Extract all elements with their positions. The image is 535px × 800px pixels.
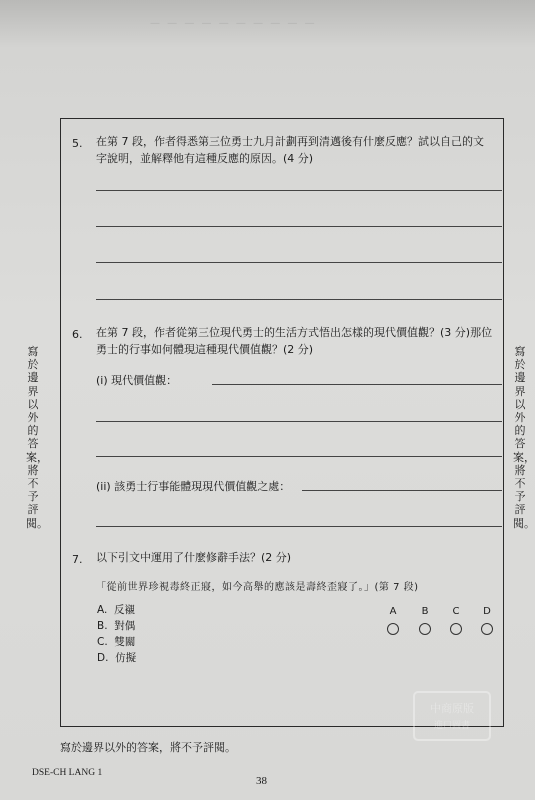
- q7-quote: 「從前世界珍視毒終正寢，如今高舉的應該是壽終歪寢了。」(第 7 段): [96, 582, 419, 593]
- option-letter: C.: [97, 636, 108, 648]
- option-text: 雙關: [114, 636, 136, 648]
- q6-number: 6.: [72, 328, 83, 341]
- answer-bubble-b[interactable]: [419, 623, 431, 635]
- answer-bubble-d[interactable]: [481, 623, 493, 635]
- q6-part-ii-answer-line[interactable]: [302, 490, 502, 491]
- option-letter: D.: [97, 652, 109, 664]
- q7-option-a: [97, 602, 135, 617]
- choice-label-c: C: [452, 606, 460, 617]
- q6-part-i-label: (i) 現代價值觀：: [96, 374, 178, 387]
- option-letter: B.: [97, 620, 108, 632]
- option-text: 仿擬: [115, 652, 137, 664]
- svg-text:進口圖書: 進口圖書: [433, 721, 471, 731]
- option-text: 反襯: [114, 604, 136, 616]
- left-margin-note: 寫於邊界以外的答案，將不予評閱。: [26, 345, 48, 530]
- choice-label-d: D: [483, 606, 491, 617]
- q5-text: 在第 7 段，作者得悉第三位勇士九月計劃再到清邁後有什麼反應？試以自己的文字說明，並解釋他有這種反應的原因。(4 分): [96, 135, 484, 165]
- q7-option-b: [97, 618, 135, 633]
- q6-part-ii-label: (ii) 該勇士行事能體現現代價值觀之處：: [96, 480, 291, 493]
- option-letter: A.: [97, 604, 108, 616]
- q7-option-c: [97, 634, 135, 649]
- answer-bubble-c[interactable]: [450, 623, 462, 635]
- q5-number: 5.: [72, 137, 83, 150]
- q6-text: 在第 7 段，作者從第三位現代勇士的生活方式悟出怎樣的現代價值觀？(3 分)那位勇士的行事如何體現這種現代價值觀？(2 分): [96, 326, 493, 356]
- option-text: 對偶: [114, 620, 136, 632]
- svg-text:中商原版: 中商原版: [430, 702, 474, 715]
- paper-code: DSE-CH LANG 1: [32, 768, 103, 778]
- q5-answer-line[interactable]: [96, 299, 502, 300]
- choice-label-a: A: [389, 606, 397, 617]
- answer-bubble-a[interactable]: [387, 623, 399, 635]
- q7-option-d: [97, 650, 136, 665]
- q7-number: 7.: [72, 553, 83, 566]
- q5-answer-line[interactable]: [96, 262, 502, 263]
- watermark-stamp: [412, 690, 492, 742]
- q6-answer-line[interactable]: [96, 526, 502, 527]
- right-margin-note: 寫於邊界以外的答案，將不予評閱。: [513, 345, 535, 530]
- faint-header-text: — — — — — — — — — —: [150, 18, 317, 29]
- choice-label-b: B: [421, 606, 429, 617]
- q6-answer-line[interactable]: [96, 456, 502, 457]
- page-number: 38: [256, 775, 267, 787]
- q6-answer-line[interactable]: [96, 421, 502, 422]
- q6-part-i-answer-line[interactable]: [212, 384, 502, 385]
- q5-answer-line[interactable]: [96, 190, 502, 191]
- q7-text: 以下引文中運用了什麼修辭手法？(2 分): [96, 551, 292, 564]
- bottom-margin-note: 寫於邊界以外的答案，將不予評閱。: [60, 741, 236, 754]
- q5-answer-line[interactable]: [96, 226, 502, 227]
